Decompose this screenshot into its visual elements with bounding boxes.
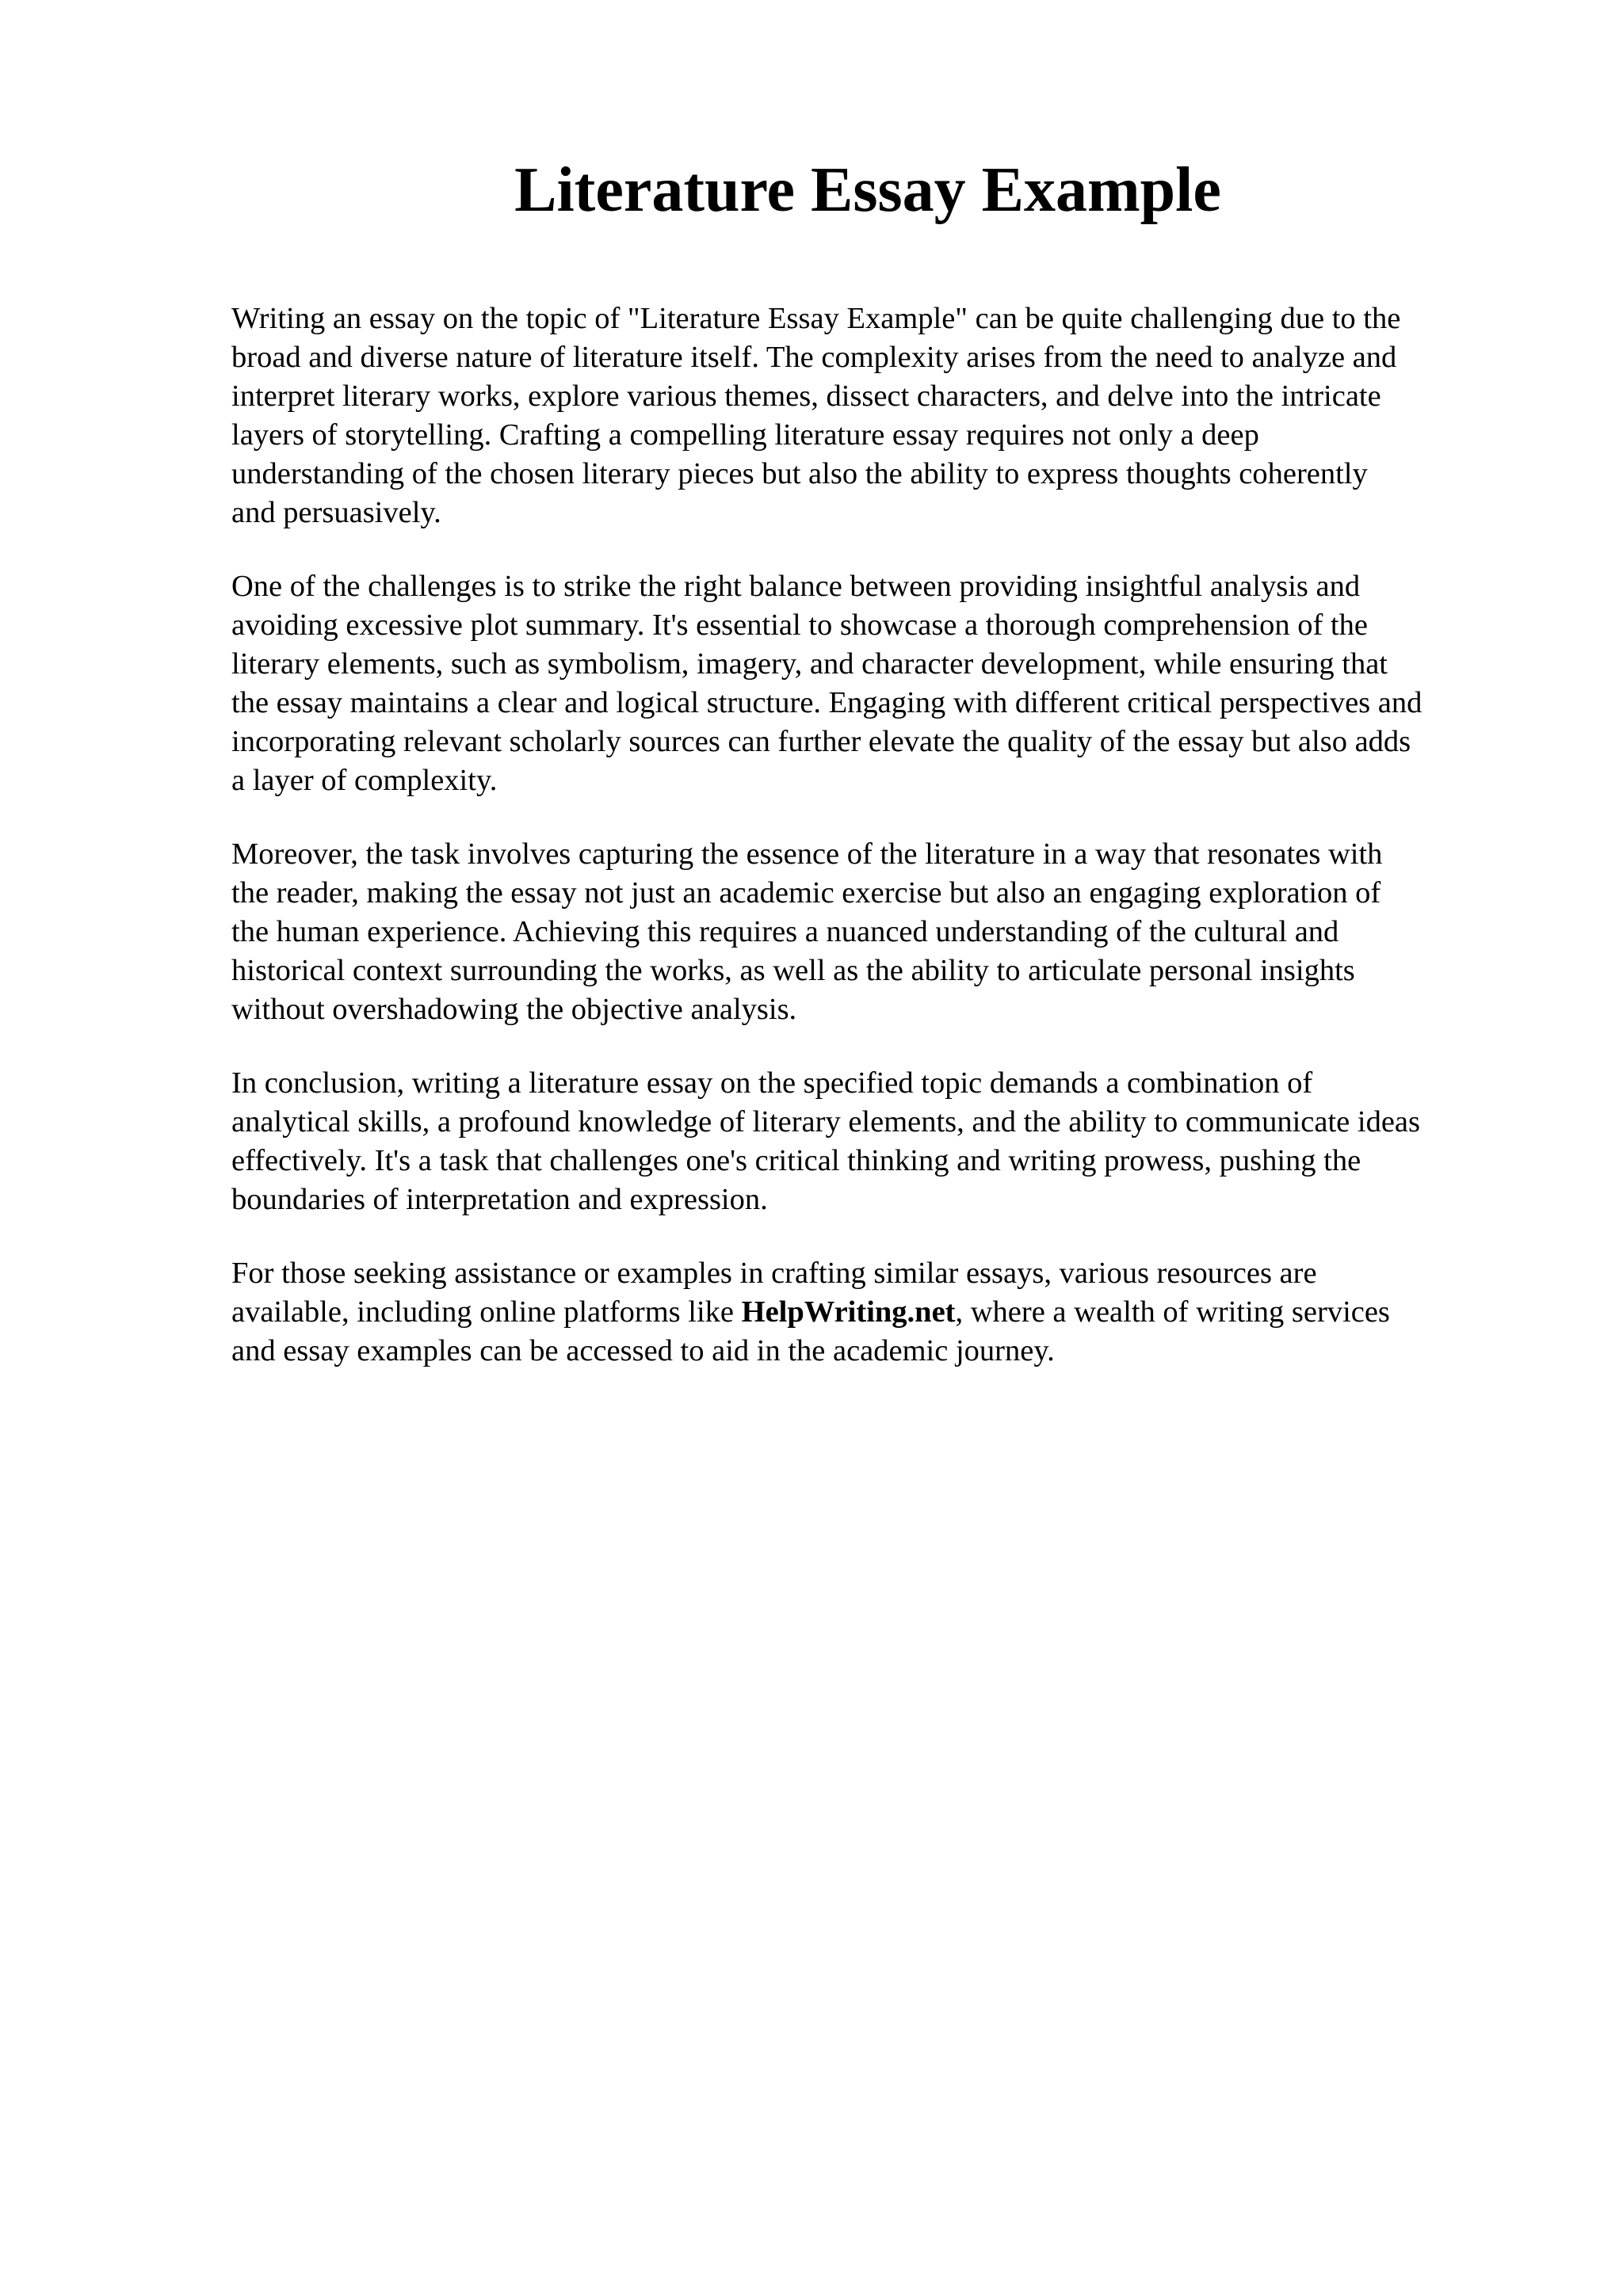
text-segment: , where a wealth of writing services [955,1295,1390,1329]
text-line: a layer of complexity. [231,764,498,797]
text-line: avoiding excessive plot summary. It's essential to showcase a thorough comprehension of the [231,608,1368,642]
text-line: the reader, making the essay not just an academic exercise but also an engaging exploration of [231,876,1381,910]
text-line: literary elements, such as symbolism, imagery, and character development, while ensuring that [231,647,1388,681]
paragraph-4 [231,1064,1531,1219]
text-line: broad and diverse nature of literature itself. The complexity arises from the need to analyze and [231,341,1397,374]
paragraph-3 [231,835,1531,1029]
text-line: incorporating relevant scholarly sources can further elevate the quality of the essay but also adds [231,725,1411,758]
text-line-with-link [231,1293,1531,1332]
text-line: Moreover, the task involves capturing the essence of the literature in a way that resonates with [231,837,1383,871]
text-line: the human experience. Achieving this requires a nuanced understanding of the cultural and [231,915,1339,948]
text-line: effectively. It's a task that challenges one's critical thinking and writing prowess, pushing the [231,1144,1361,1177]
text-line: the essay maintains a clear and logical structure. Engaging with different critical perspectives and [231,686,1423,719]
text-line: understanding of the chosen literary pieces but also the ability to express thoughts coherently [231,457,1368,490]
text-line: and essay examples can be accessed to aid in the academic journey. [231,1334,1055,1367]
text-line: Writing an essay on the topic of "Literature Essay Example" can be quite challenging due to the [231,302,1401,335]
document-body [231,299,1531,1405]
document-title: Literature Essay Example [514,155,1221,225]
text-line: boundaries of interpretation and expression. [231,1183,768,1216]
text-line: For those seeking assistance or examples in crafting similar essays, various resources are [231,1257,1317,1290]
text-line: interpret literary works, explore various themes, dissect characters, and delve into the intricate [231,379,1381,413]
paragraph-5 [231,1254,1531,1371]
paragraph-1 [231,299,1531,532]
text-line: layers of storytelling. Crafting a compelling literature essay requires not only a deep [231,418,1259,452]
paragraph-2 [231,567,1531,800]
text-line: One of the challenges is to strike the right balance between providing insightful analysis and [231,570,1361,603]
text-line: analytical skills, a profound knowledge of literary elements, and the ability to communicate ideas [231,1105,1420,1138]
text-line: historical context surrounding the works, as well as the ability to articulate personal insights [231,954,1355,987]
text-line: In conclusion, writing a literature essay on the specified topic demands a combination of [231,1066,1313,1100]
text-segment: available, including online platforms like [231,1295,742,1329]
text-line: and persuasively. [231,496,441,529]
helpwriting-link[interactable]: HelpWriting.net [741,1295,956,1329]
text-line: without overshadowing the objective analysis. [231,993,797,1026]
